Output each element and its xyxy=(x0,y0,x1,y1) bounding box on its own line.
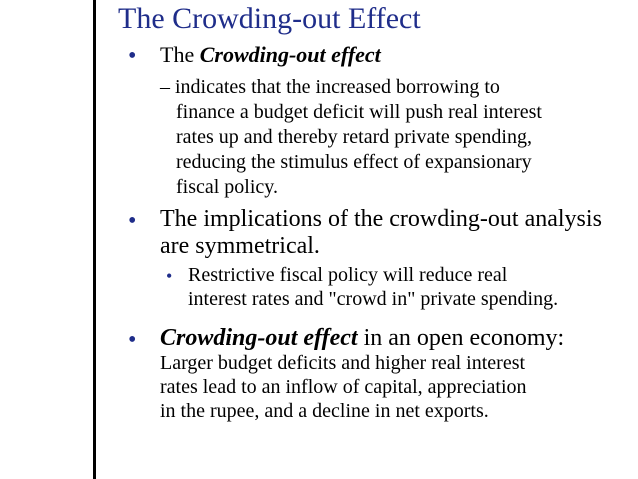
slide-title: The Crowding-out Effect xyxy=(118,2,421,35)
bullet-2-line-1: The implications of the crowding-out analysis xyxy=(160,206,602,232)
bullet-3-suffix: in an open economy: xyxy=(357,325,565,351)
bullet-2-line-2: are symmetrical. xyxy=(160,233,320,259)
bullet-2-sub-line-1: Restrictive fiscal policy will reduce real xyxy=(188,264,508,286)
bullet-3-term: Crowding-out effect xyxy=(160,325,358,351)
bullet-1-sub-line-4: reducing the stimulus effect of expansionary xyxy=(176,151,532,173)
bullet-1-dot: • xyxy=(128,43,137,69)
bullet-3-line-2: rates lead to an inflow of capital, appreciation xyxy=(160,376,527,398)
bullet-3-dot: • xyxy=(128,327,137,353)
bullet-1-sub-line-2: finance a budget deficit will push real interest xyxy=(176,101,542,123)
vertical-rule xyxy=(93,0,96,479)
bullet-1-sub-line-1: – indicates that the increased borrowing to xyxy=(160,76,500,98)
bullet-3-heading xyxy=(160,324,564,352)
bullet-3-line-3: in the rupee, and a decline in net exports. xyxy=(160,400,489,422)
bullet-1-heading xyxy=(160,42,381,68)
bullet-1-sub-line-5: fiscal policy. xyxy=(176,176,279,198)
bullet-2-sub-line-2: interest rates and "crowd in" private spending. xyxy=(188,288,559,310)
bullet-2-dot: • xyxy=(128,208,137,234)
bullet-2-sub-dot: • xyxy=(166,266,173,286)
bullet-1-prefix: The xyxy=(160,42,200,67)
bullet-1-sub-line-3: rates up and thereby retard private spending, xyxy=(176,126,532,148)
bullet-3-line-1: Larger budget deficits and higher real interest xyxy=(160,352,526,374)
bullet-1-term: Crowding-out effect xyxy=(199,42,381,67)
